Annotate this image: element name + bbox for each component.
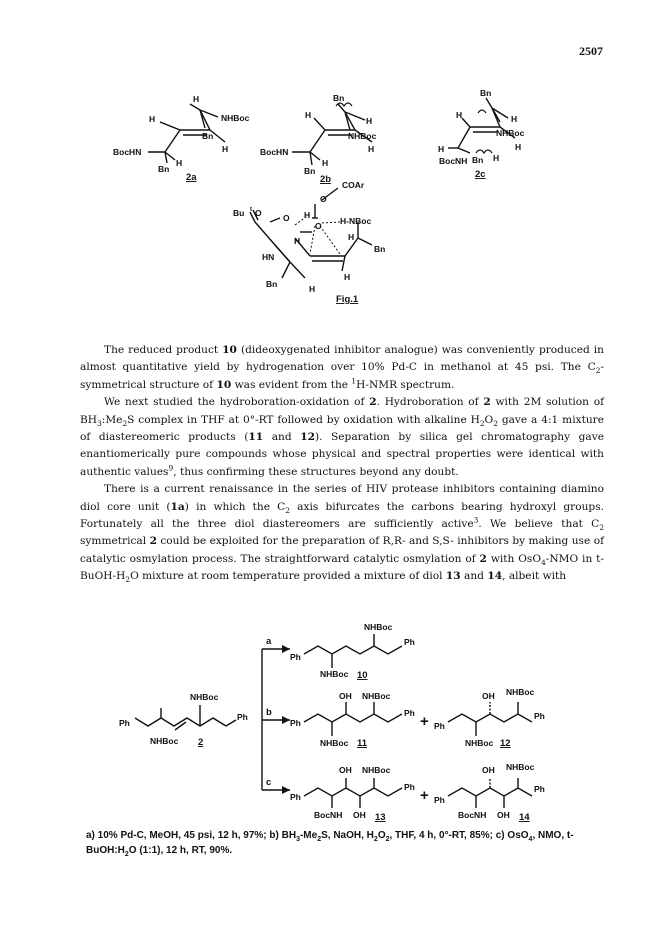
label-h: H [294, 236, 301, 246]
arrow-label-b: b [266, 707, 272, 718]
label-ph: Ph [290, 652, 301, 662]
label-h: H [456, 110, 463, 120]
compound-label-14: 14 [519, 812, 530, 823]
label-bochn: BocHN [113, 147, 142, 157]
label-bn: Bn [472, 155, 484, 165]
label-ph: Ph [404, 637, 415, 647]
label-ph: Ph [290, 718, 301, 728]
label-h: H [515, 142, 522, 152]
body-text [80, 342, 604, 586]
label-ph: Ph [237, 712, 248, 722]
figure-1-conformers [0, 0, 672, 330]
paragraph: There is a current renaissance in the series of HIV protease inhibitors containing diamino diol core unit (1a) in which the $C_2$ axis bifurcates the carbons bearing hydroxyl groups. Fortunately all the three diol diastereomers are sufficiently active$^3$. We believe that $C_2$ symmetrical 2 could be exploited for the preparation of R,R- and S,S- inhibitors by making use of catalytic osmylation process. The straightforward catalytic osmylation of 2 with OsO$_4$-NMO in $t-BuOH-H_2O$ mixture at room temperature provided a mixture of diol 13 and 14, albeit with [80, 483, 604, 585]
compound-label-11: 11 [357, 738, 368, 749]
label-bn: Bn [158, 164, 170, 174]
compound-label-2: 2 [198, 737, 204, 748]
compound-label-12: 12 [500, 738, 511, 749]
label-bn: Bn [480, 88, 492, 98]
label-h: H [176, 158, 183, 168]
label-ph: Ph [534, 711, 545, 721]
label-h: H [322, 158, 329, 168]
label-nhboc: NHBoc [362, 765, 391, 775]
label-h: H [304, 210, 311, 220]
label-h: H [511, 114, 518, 124]
arrow-label-c: c [266, 777, 272, 788]
svg-text:t: t [250, 207, 252, 213]
label-ph: Ph [434, 721, 445, 731]
compound-label-10: 10 [357, 670, 368, 681]
svg-text:O: O [255, 208, 262, 218]
label-h: H [193, 94, 200, 104]
label-nhboc: NHBoc [320, 738, 349, 748]
label-bochn: BocHN [260, 147, 289, 157]
label-h: H [493, 153, 500, 163]
label-nhboc: NHBoc [362, 691, 391, 701]
label-nhboc: NHBoc [506, 762, 535, 772]
label-ph: Ph [534, 784, 545, 794]
label-h: H [149, 114, 156, 124]
label-o: O [315, 221, 322, 231]
label-o: O [320, 194, 327, 204]
label-bn: Bn [202, 131, 214, 141]
label-h: H [344, 272, 351, 282]
figure-1-label: Fig.1 [336, 294, 359, 305]
label-nhboc: NHBoc [506, 687, 535, 697]
label-oh: OH [339, 691, 352, 701]
label-h: H [309, 284, 316, 294]
label-ph: Ph [404, 782, 415, 792]
label-oh: OH [482, 691, 495, 701]
label-h: H [368, 144, 375, 154]
label-nhboc: NHBoc [221, 113, 250, 123]
label-bn: Bn [266, 279, 278, 289]
label-bn: Bn [304, 166, 316, 176]
label-bocnh: BocNH [439, 156, 468, 166]
label-h: H [305, 110, 312, 120]
svg-text:O: O [283, 213, 290, 223]
label-bocnh: BocNH [314, 810, 343, 820]
label-nhboc: NHBoc [364, 622, 393, 632]
compound-label-13: 13 [375, 812, 386, 823]
label-oh: OH [497, 810, 510, 820]
label-buto: Bu [233, 208, 245, 218]
label-ph: Ph [119, 718, 130, 728]
label-h: H [366, 116, 373, 126]
label-h-nboc: H-NBoc [340, 216, 372, 226]
label-bn: Bn [374, 244, 386, 254]
label-nhboc: NHBoc [465, 738, 494, 748]
label-h: H [222, 144, 229, 154]
label-coar: COAr [342, 180, 365, 190]
label-oh: OH [353, 810, 366, 820]
compound-label-2c: 2c [475, 169, 486, 180]
label-oh: OH [339, 765, 352, 775]
plus-sign: + [420, 787, 429, 804]
label-hn: HN [262, 252, 275, 262]
label-nhboc: NHBoc [190, 692, 219, 702]
label-ph: Ph [290, 792, 301, 802]
scheme-caption: a) 10% Pd-C, MeOH, 45 psi, 12 h, 97%; b) $BH_3-Me_2S$, NaOH, $H_2O_2$, THF, 4 h, 0°-RT, 85%; c) OsO$_4$, NMO, $t-BuOH:H_2O$ (1:1), 12 h, RT, 90%. [86, 830, 574, 858]
arrow-label-a: a [266, 636, 272, 647]
label-bocnh: BocNH [458, 810, 487, 820]
label-nhboc: NHBoc [348, 131, 377, 141]
label-ph: Ph [404, 708, 415, 718]
label-nhboc: NHBoc [320, 669, 349, 679]
label-nhboc: NHBoc [496, 128, 525, 138]
label-h: H [438, 144, 445, 154]
plus-sign: + [420, 713, 429, 730]
label-oh: OH [482, 765, 495, 775]
label-h: H [348, 232, 355, 242]
label-ph: Ph [434, 795, 445, 805]
label-nhboc: NHBoc [150, 736, 179, 746]
label-bn: Bn [333, 93, 345, 103]
paragraph: We next studied the hydroboration-oxidation of 2. Hydroboration of 2 with 2M solution of $BH_3:Me_2S$ complex in THF at 0°-RT followed by oxidation with alkaline $H_2O_2$ gave a 4:1 mixture of diastereomeric products (11 and 12). Separation by silica gel chromatography gave enantiomerically pure compounds whose physical and spectral properties were identical with authentic values$^9$, thus confirming these structures beyond any doubt. [80, 396, 605, 478]
compound-label-2a: 2a [186, 172, 197, 183]
compound-label-2b: 2b [320, 174, 332, 185]
page-number: 2507 [579, 44, 603, 58]
paragraph: The reduced product 10 (dideoxygenated inhibitor analogue) was conveniently produced in almost quantitative yield by hydrogenation over 10% Pd-C in methanol at 45 psi. The $C_2$-symmetrical structure of 10 was evident from the $^1$H-NMR spectrum. [80, 344, 604, 391]
